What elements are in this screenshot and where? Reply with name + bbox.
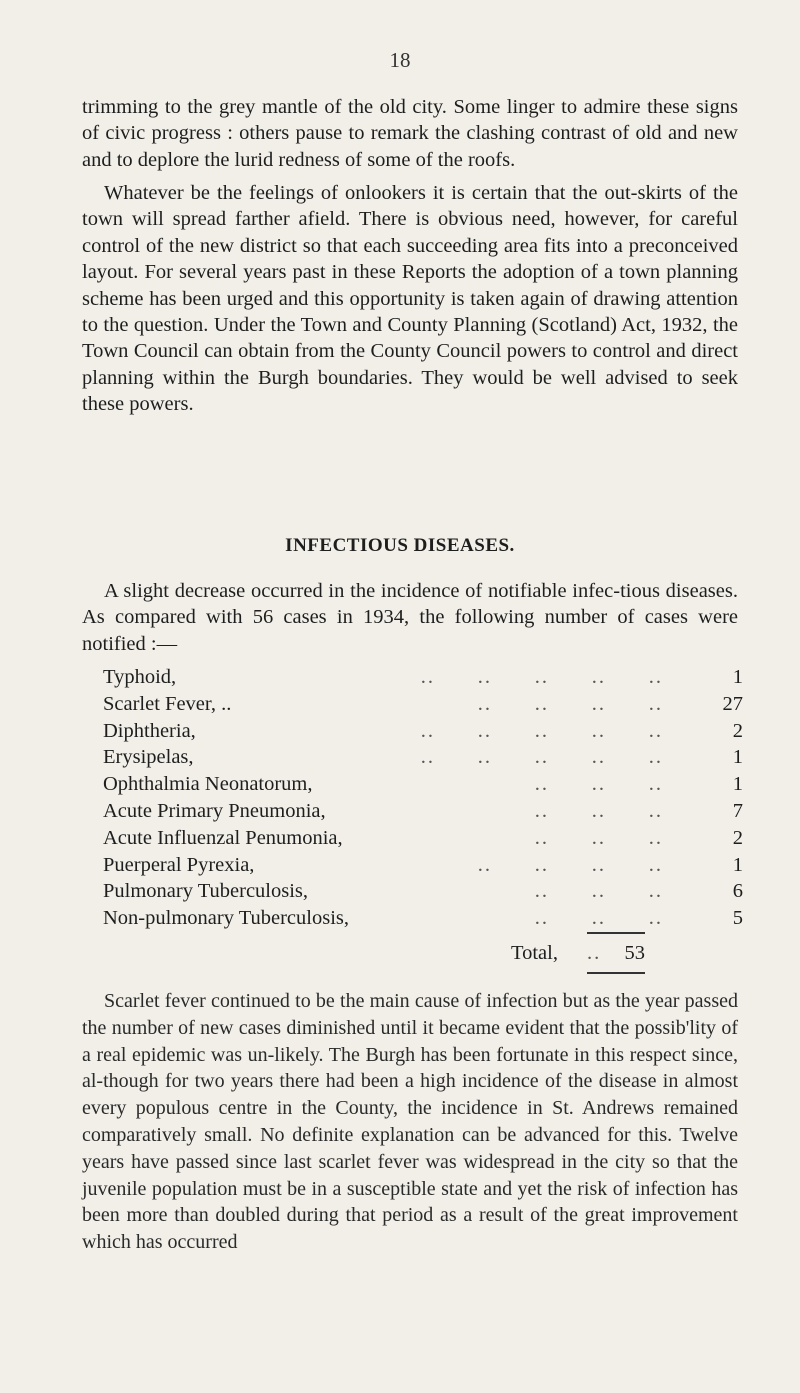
paragraph-infectious-diseases: A slight decrease occurred in the incidence of notifiable infec-tious diseases. As compared with 56 cases in 1934, the following number of cases were notified :— [82,580,738,655]
table-row [103,798,743,825]
leader-dots: .. .. .. [534,826,663,849]
page-number: 18 [389,48,411,72]
leader-dots: .. .. .. [534,773,663,796]
disease-label: Ophthalmia Neonatorum, [103,773,313,796]
leader-dots: .. .. .. .. .. [420,719,663,742]
total-rule-bottom [587,972,645,974]
total-leader-dots: .. [587,942,602,964]
table-row [103,825,743,852]
disease-label: Pulmonary Tuberculosis, [103,880,309,903]
table-row [103,852,743,879]
disease-label: Scarlet Fever, .. [103,692,232,715]
leader-dots: .. .. .. .. [477,853,663,876]
case-count: 6 [732,880,743,903]
leader-dots: .. .. .. [534,799,663,822]
leader-dots: .. .. .. .. .. [420,666,663,688]
disease-label: Acute Primary Pneumonia, [103,799,326,822]
table-row [103,878,743,905]
disease-label: Acute Influenzal Penumonia, [103,826,343,849]
case-count: 7 [732,799,743,822]
paragraph-town-planning: Whatever be the feelings of onlookers it is certain that the out-skirts of the town will spread farther afield. There is obvious need, however, for careful control of the new district so that each succeeding area fits into a preconceived layout. For several years past in these Reports the adoption of a town planning scheme has been urged and this opportunity is taken again of drawing attention to the question. Under the Town and County Planning (Scotland) Act, 1932, the Town Council can obtain from the County Council powers to control and direct planning within the Burgh boundaries. They would be well advised to seek these powers. [82,182,738,416]
section-heading: INFECTIOUS DISEASES. [285,535,515,556]
case-count: 2 [732,719,743,742]
case-count: 1 [732,746,743,769]
table-row [103,905,743,932]
table-row [103,691,743,718]
table-row [103,664,743,691]
disease-label: Non-pulmonary Tuberculosis, [103,907,349,930]
paragraph-scarlet-fever: Scarlet fever continued to be the main cause of infection but as the year passed the number of new cases diminished until it became evident that the possib'lity of a real epidemic was un-likely. The Burgh has been fortunate in this respect since, al-though for two years there had been a high incidence of the disease in almost every populous centre in the County, the incidence in St. Andrews remained comparatively small. No definite explanation can be advanced for this. Twelve years have passed since last scarlet fever was widespread in the city so that the juvenile population must be in a susceptible state and yet the risk of infection has been more than doubled during that period as a result of the great improvement which has occurred [82,990,738,1254]
disease-label: Puerperal Pyrexia, [103,853,255,876]
case-count: 5 [732,907,743,930]
table-row [103,718,743,745]
case-count: 1 [732,773,743,796]
case-count: 2 [732,826,743,849]
paragraph-intro: trimming to the grey mantle of the old city. Some linger to admire these signs of civic progress : others pause to remark the clashing contrast of old and new and to deplore the lurid redness of some of the roofs. [82,96,738,171]
total-value: 53 [624,942,645,964]
table-row [103,744,743,771]
case-count: 1 [732,666,743,688]
diseases-table [103,664,743,932]
table-row [103,771,743,798]
disease-label: Erysipelas, [103,746,194,769]
case-count: 1 [732,853,743,876]
total-label: Total, [511,942,558,964]
total-rule-top [587,932,645,934]
leader-dots: .. .. .. .. [477,692,663,715]
disease-label: Typhoid, [103,666,177,688]
leader-dots: .. .. .. [534,880,663,903]
leader-dots: .. .. .. [534,907,663,930]
leader-dots: .. .. .. .. .. [420,746,663,769]
case-count: 27 [722,692,743,715]
disease-label: Diphtheria, [103,719,196,742]
